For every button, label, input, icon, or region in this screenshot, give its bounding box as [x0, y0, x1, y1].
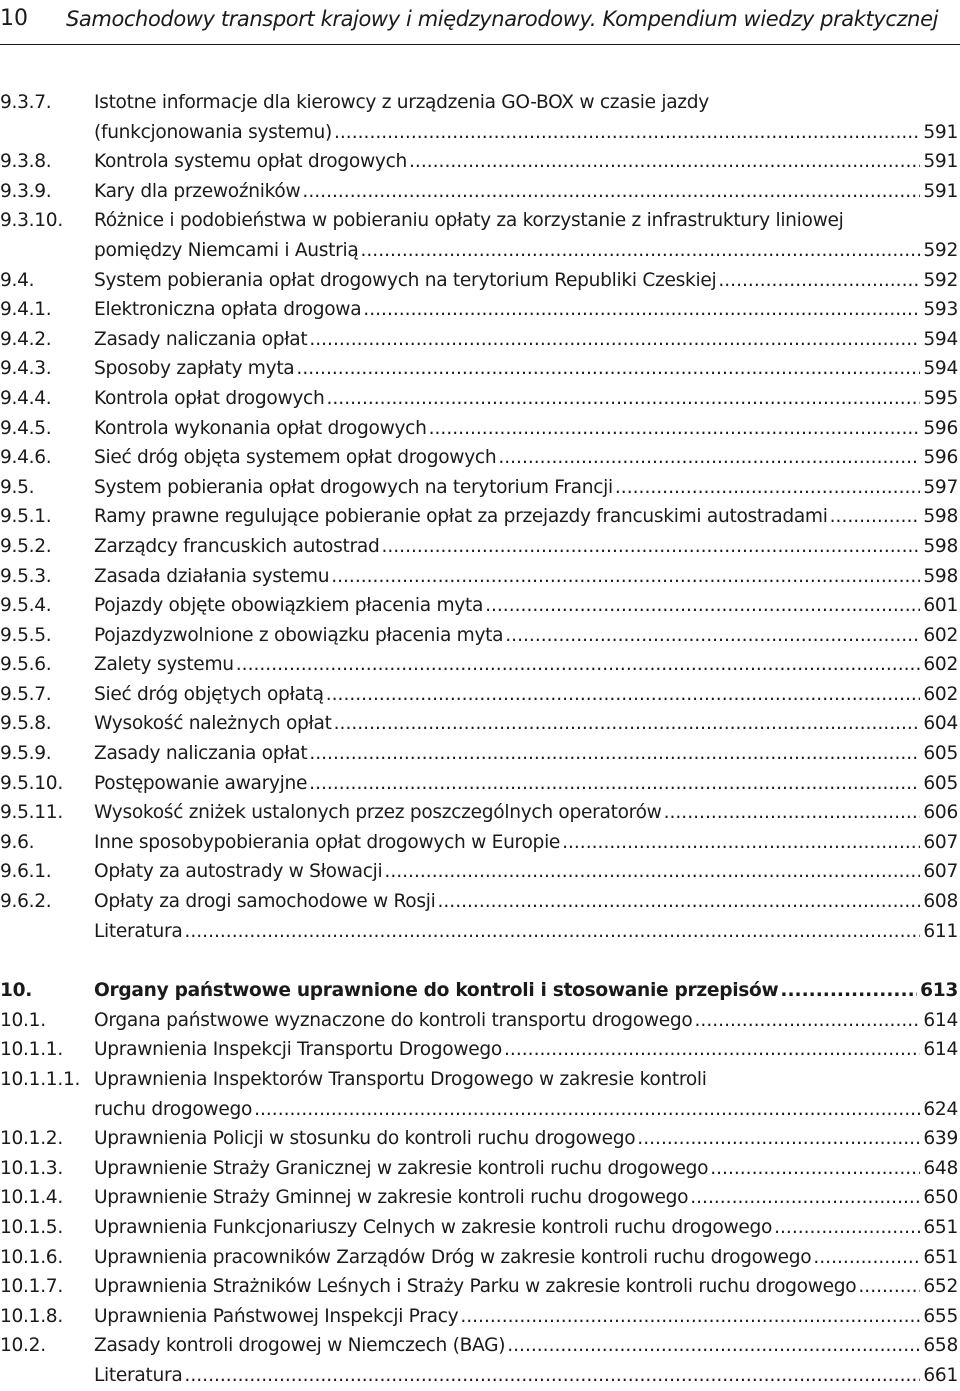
entry-page-number: 594: [923, 358, 958, 380]
entry-number: 9.5.9.: [0, 743, 52, 765]
entry-title: Zasady naliczania opłat: [94, 328, 308, 350]
entry-number: 10.1.1.: [0, 1039, 63, 1061]
entry-title: pomiędzy Niemcami i Austrią: [94, 239, 359, 261]
toc-section-chapter-10: [0, 976, 960, 1390]
entry-title-line: [94, 1095, 960, 1125]
entry-title-line: [94, 591, 960, 621]
entry-body: [94, 1272, 960, 1302]
toc-entry[interactable]: [0, 680, 960, 710]
dot-leader: [505, 621, 920, 651]
entry-body: [94, 1006, 960, 1036]
entry-title: Sieć dróg objęta systemem opłat drogowych: [94, 447, 497, 469]
entry-body: [94, 887, 960, 917]
entry-body: [94, 1331, 960, 1361]
toc-entry[interactable]: [0, 591, 960, 621]
entry-title-line: [94, 1302, 960, 1332]
entry-title-line: [94, 384, 960, 414]
entry-body: [94, 1361, 960, 1391]
entry-title-line: [94, 857, 960, 887]
entry-page-number: 598: [923, 535, 958, 557]
entry-number: 9.4.3.: [0, 358, 52, 380]
entry-page-number: 602: [923, 654, 958, 676]
toc-entry[interactable]: [0, 206, 960, 265]
dot-leader: [718, 266, 920, 296]
entry-title-line: [94, 414, 960, 444]
entry-title-line: [94, 532, 960, 562]
entry-number: 9.5.5.: [0, 624, 52, 646]
entry-title-line: [94, 680, 960, 710]
dot-leader: [690, 1183, 920, 1213]
entry-title: Kary dla przewoźników: [94, 180, 301, 202]
entry-page-number: 639: [923, 1128, 958, 1150]
dot-leader: [695, 1006, 921, 1036]
toc-entry[interactable]: [0, 976, 960, 1006]
toc-entry[interactable]: [0, 1243, 960, 1273]
entry-body: [94, 502, 960, 532]
entry-number: 10.1.1.1.: [0, 1069, 81, 1090]
dot-leader: [507, 1331, 920, 1361]
entry-number: 9.6.1.: [0, 861, 52, 883]
entry-title: Zasady naliczania opłat: [94, 743, 308, 765]
entry-body: [94, 88, 960, 147]
toc-entry[interactable]: [0, 769, 960, 799]
entry-number: 9.4.6.: [0, 447, 52, 469]
dot-leader: [331, 562, 920, 592]
entry-number: 10.1.5.: [0, 1216, 63, 1238]
entry-body: [94, 917, 960, 947]
dot-leader: [326, 680, 921, 710]
toc-entry[interactable]: [0, 325, 960, 355]
toc-entry[interactable]: [0, 177, 960, 207]
entry-title-line: [94, 1124, 960, 1154]
toc-entry[interactable]: [0, 1006, 960, 1036]
entry-title: Uprawnienia pracowników Zarządów Dróg w zakresie kontroli ruchu drogowego: [94, 1246, 812, 1268]
entry-title-line: [94, 621, 960, 651]
entry-page-number: 613: [920, 980, 958, 1002]
entry-body: [94, 1154, 960, 1184]
dot-leader: [360, 236, 920, 266]
entry-page-number: 594: [923, 328, 958, 350]
entry-title-line: [94, 1213, 960, 1243]
entry-body: [94, 769, 960, 799]
dot-leader: [236, 650, 921, 680]
entry-title-line: [94, 1183, 960, 1213]
table-of-contents: [0, 88, 960, 1391]
entry-page-number: 651: [923, 1246, 958, 1268]
entry-page-number: 593: [923, 299, 958, 321]
toc-entry[interactable]: [0, 739, 960, 769]
toc-entry[interactable]: [0, 1154, 960, 1184]
dot-leader: [302, 177, 920, 207]
dot-leader: [309, 739, 920, 769]
entry-page-number: 591: [923, 121, 958, 143]
entry-body: [94, 680, 960, 710]
entry-title: Uprawnienia Strażników Leśnych i Straży Parku w zakresie kontroli ruchu drogowego: [94, 1276, 857, 1298]
entry-page-number: 592: [923, 269, 958, 291]
entry-title: Uprawnienie Straży Granicznej w zakresie kontroli ruchu drogowego: [94, 1157, 709, 1179]
entry-number: 10.2.: [0, 1335, 46, 1357]
entry-body: [94, 857, 960, 887]
entry-title-first-line: Uprawnienia Inspektorów Transportu Drogowego w zakresie kontroli: [94, 1069, 707, 1090]
toc-entry[interactable]: [0, 1272, 960, 1302]
toc-entry[interactable]: [0, 709, 960, 739]
entry-title-line: [94, 562, 960, 592]
toc-entry[interactable]: [0, 1124, 960, 1154]
dot-leader: [813, 1243, 920, 1273]
entry-number: 9.3.8.: [0, 151, 52, 173]
entry-title-line: [94, 354, 960, 384]
entry-page-number: 624: [923, 1098, 958, 1120]
entry-title-first-line: Istotne informacje dla kierowcy z urządzenia GO-BOX w czasie jazdy: [94, 92, 709, 113]
entry-title: Zasady kontroli drogowej w Niemczech (BAG): [94, 1335, 506, 1357]
entry-page-number: 591: [923, 151, 958, 173]
dot-leader: [309, 769, 920, 799]
entry-body: [94, 266, 960, 296]
entry-title: Zalety systemu: [94, 654, 234, 676]
entry-body: [94, 1035, 960, 1065]
dot-leader: [309, 325, 920, 355]
toc-entry[interactable]: [0, 88, 960, 147]
entry-title: Uprawnienia Funkcjonariuszy Celnych w zakresie kontroli ruchu drogowego: [94, 1216, 773, 1238]
dot-leader: [363, 295, 920, 325]
entry-number: 10.1.3.: [0, 1157, 63, 1179]
entry-title: Postępowanie awaryjne: [94, 772, 308, 794]
dot-leader: [254, 1095, 920, 1125]
toc-entry[interactable]: [0, 414, 960, 444]
toc-entry[interactable]: [0, 1361, 960, 1391]
entry-title: Zarządcy francuskich autostrad: [94, 535, 380, 557]
entry-title: Kontrola systemu opłat drogowych: [94, 151, 407, 173]
entry-page-number: 658: [923, 1335, 958, 1357]
entry-body: [94, 1065, 960, 1124]
entry-title-line: [94, 443, 960, 473]
entry-title-first-line: Różnice i podobieństwa w pobieraniu opłaty za korzystanie z infrastruktury liniowej: [94, 210, 844, 232]
toc-entry[interactable]: [0, 443, 960, 473]
entry-page-number: 648: [923, 1157, 958, 1179]
entry-number: 9.4.2.: [0, 328, 52, 350]
entry-body: [94, 443, 960, 473]
toc-entry[interactable]: [0, 473, 960, 503]
dot-leader: [830, 502, 921, 532]
entry-page-number: 655: [923, 1305, 958, 1327]
entry-title: Wysokość należnych opłat: [94, 713, 332, 735]
entry-page-number: 604: [923, 713, 958, 735]
entry-number: 10.1.: [0, 1009, 46, 1031]
entry-title: Uprawnienia Państwowej Inspekcji Pracy: [94, 1305, 459, 1327]
entry-number: 9.3.10.: [0, 210, 63, 232]
dot-leader: [562, 828, 920, 858]
entry-title: Opłaty za autostrady w Słowacji: [94, 861, 383, 883]
entry-page-number: 601: [923, 595, 958, 617]
dot-leader: [710, 1154, 920, 1184]
entry-body: [94, 473, 960, 503]
dot-leader: [664, 798, 921, 828]
entry-number: 9.4.1.: [0, 299, 52, 321]
entry-number: 9.5.10.: [0, 772, 63, 794]
entry-title: Zasada działania systemu: [94, 565, 330, 587]
entry-page-number: 651: [923, 1216, 958, 1238]
entry-title-line: [94, 325, 960, 355]
entry-title-line: [94, 1331, 960, 1361]
toc-entry[interactable]: [0, 1065, 960, 1124]
entry-body: [94, 976, 960, 1006]
entry-title: Literatura: [94, 920, 183, 942]
dot-leader: [384, 857, 920, 887]
entry-title: Uprawnienie Straży Gminnej w zakresie kontroli ruchu drogowego: [94, 1187, 689, 1209]
entry-title: Sieć dróg objętych opłatą: [94, 683, 324, 705]
dot-leader: [858, 1272, 920, 1302]
entry-title: Literatura: [94, 1364, 183, 1386]
entry-body: [94, 206, 960, 265]
entry-title: System pobierania opłat drogowych na terytorium Republiki Czeskiej: [94, 269, 717, 291]
entry-title-line: [94, 976, 960, 1006]
entry-number: 9.5.3.: [0, 565, 52, 587]
entry-title-line: [94, 118, 960, 148]
toc-entry[interactable]: [0, 828, 960, 858]
entry-title: Uprawnienia Policji w stosunku do kontroli ruchu drogowego: [94, 1128, 636, 1150]
entry-page-number: 614: [923, 1009, 958, 1031]
entry-body: [94, 1183, 960, 1213]
entry-title-line: [94, 1272, 960, 1302]
entry-title-line: [94, 266, 960, 296]
page-number: 10: [0, 6, 28, 31]
toc-entry[interactable]: [0, 621, 960, 651]
entry-title-line: [94, 887, 960, 917]
entry-page-number: 591: [923, 180, 958, 202]
entry-title: Pojazdyzwolnione z obowiązku płacenia myta: [94, 624, 504, 646]
toc-entry[interactable]: [0, 917, 960, 947]
entry-body: [94, 562, 960, 592]
entry-number: 9.3.7.: [0, 92, 52, 113]
entry-number: 9.4.: [0, 269, 35, 291]
entry-body: [94, 147, 960, 177]
entry-number: 10.1.6.: [0, 1246, 63, 1268]
entry-body: [94, 325, 960, 355]
entry-title-line: [94, 502, 960, 532]
entry-body: [94, 591, 960, 621]
entry-title-line: [94, 917, 960, 947]
entry-title-line: [94, 147, 960, 177]
entry-page-number: 611: [923, 920, 958, 942]
entry-title: System pobierania opłat drogowych na terytorium Francji: [94, 476, 613, 498]
entry-body: [94, 798, 960, 828]
entry-title: Uprawnienia Inspekcji Transportu Drogowego: [94, 1039, 503, 1061]
dot-leader: [498, 443, 920, 473]
toc-entry[interactable]: [0, 887, 960, 917]
toc-entry[interactable]: [0, 1302, 960, 1332]
toc-entry[interactable]: [0, 1035, 960, 1065]
toc-entry[interactable]: [0, 354, 960, 384]
toc-entry[interactable]: [0, 266, 960, 296]
entry-title-line: [94, 769, 960, 799]
entry-page-number: 607: [923, 831, 958, 853]
entry-number: 10.1.4.: [0, 1187, 63, 1209]
entry-page-number: 595: [923, 387, 958, 409]
entry-body: [94, 1302, 960, 1332]
toc-entry[interactable]: [0, 562, 960, 592]
dot-leader: [184, 1361, 920, 1391]
dot-leader: [334, 118, 920, 148]
entry-title: Organy państwowe uprawnione do kontroli i stosowanie przepisów: [94, 980, 779, 1002]
toc-entry[interactable]: [0, 798, 960, 828]
dot-leader: [615, 473, 921, 503]
running-header: [0, 0, 960, 45]
entry-body: [94, 1213, 960, 1243]
entry-title-line: [94, 177, 960, 207]
toc-entry[interactable]: [0, 384, 960, 414]
entry-number: 9.5.8.: [0, 713, 52, 735]
entry-page-number: 596: [923, 417, 958, 439]
running-title: Samochodowy transport krajowy i międzynarodowy. Kompendium wiedzy praktycznej: [66, 7, 939, 31]
entry-number: 9.5.7.: [0, 683, 52, 705]
dot-leader: [504, 1035, 920, 1065]
toc-entry[interactable]: [0, 1213, 960, 1243]
entry-page-number: 592: [923, 239, 958, 261]
toc-entry[interactable]: [0, 502, 960, 532]
dot-leader: [409, 147, 920, 177]
entry-title: Inne sposobypobierania opłat drogowych w Europie: [94, 831, 561, 853]
entry-body: [94, 354, 960, 384]
dot-leader: [637, 1124, 920, 1154]
entry-body: [94, 532, 960, 562]
entry-body: [94, 621, 960, 651]
entry-title-line: [94, 236, 960, 266]
dot-leader: [381, 532, 920, 562]
entry-number: 10.1.2.: [0, 1128, 63, 1150]
toc-entry[interactable]: [0, 857, 960, 887]
entry-title-line: [94, 1243, 960, 1273]
entry-page-number: 598: [923, 506, 958, 528]
entry-number: 9.3.9.: [0, 180, 52, 202]
entry-number: 9.6.2.: [0, 891, 52, 913]
dot-leader: [334, 709, 921, 739]
dot-leader: [774, 1213, 920, 1243]
entry-page-number: 598: [923, 565, 958, 587]
entry-body: [94, 295, 960, 325]
toc-entry[interactable]: [0, 295, 960, 325]
entry-title: Wysokość zniżek ustalonych przez poszczególnych operatorów: [94, 802, 662, 824]
entry-page-number: 602: [923, 624, 958, 646]
toc-section-chapter-9: [0, 88, 960, 946]
toc-entry[interactable]: [0, 1331, 960, 1361]
entry-title: Pojazdy objęte obowiązkiem płacenia myta: [94, 595, 484, 617]
entry-page-number: 608: [923, 891, 958, 913]
entry-number: 10.: [0, 980, 33, 1002]
entry-number: 9.5.11.: [0, 802, 63, 824]
entry-number: 9.4.5.: [0, 417, 52, 439]
entry-page-number: 597: [923, 476, 958, 498]
dot-leader: [460, 1302, 920, 1332]
entry-title-line: [94, 1006, 960, 1036]
dot-leader: [429, 414, 921, 444]
entry-title: Kontrola wykonania opłat drogowych: [94, 417, 427, 439]
dot-leader: [184, 917, 920, 947]
entry-page-number: 596: [923, 447, 958, 469]
entry-title: Organa państwowe wyznaczone do kontroli transportu drogowego: [94, 1009, 693, 1031]
entry-body: [94, 828, 960, 858]
entry-number: 9.5.: [0, 476, 35, 498]
toc-entry[interactable]: [0, 650, 960, 680]
entry-title-line: [94, 709, 960, 739]
entry-body: [94, 177, 960, 207]
entry-number: 9.5.2.: [0, 535, 52, 557]
entry-title: Opłaty za drogi samochodowe w Rosji: [94, 891, 436, 913]
entry-page-number: 605: [923, 772, 958, 794]
dot-leader: [326, 384, 920, 414]
entry-page-number: 606: [923, 802, 958, 824]
entry-body: [94, 739, 960, 769]
entry-title: ruchu drogowego: [94, 1098, 253, 1120]
dot-leader: [437, 887, 920, 917]
entry-number: 9.5.1.: [0, 506, 52, 528]
entry-body: [94, 384, 960, 414]
entry-number: 9.5.4.: [0, 595, 52, 617]
toc-entry[interactable]: [0, 147, 960, 177]
section-gap: [0, 946, 960, 976]
entry-number: 9.5.6.: [0, 654, 52, 676]
dot-leader: [485, 591, 920, 621]
entry-body: [94, 1243, 960, 1273]
entry-page-number: 602: [923, 683, 958, 705]
entry-page-number: 661: [923, 1364, 958, 1386]
entry-title-line: [94, 1154, 960, 1184]
dot-leader: [296, 354, 920, 384]
toc-entry[interactable]: [0, 1183, 960, 1213]
toc-entry[interactable]: [0, 532, 960, 562]
entry-title: Sposoby zapłaty myta: [94, 358, 295, 380]
entry-title: (funkcjonowania systemu): [94, 121, 332, 143]
entry-page-number: 605: [923, 743, 958, 765]
entry-title-line: [94, 828, 960, 858]
entry-title: Ramy prawne regulujące pobieranie opłat za przejazdy francuskimi autostradami: [94, 506, 828, 528]
entry-page-number: 650: [923, 1187, 958, 1209]
entry-title-line: [94, 295, 960, 325]
entry-number: 9.4.4.: [0, 387, 52, 409]
entry-title-line: [94, 473, 960, 503]
entry-title: Elektroniczna opłata drogowa: [94, 299, 362, 321]
entry-body: [94, 414, 960, 444]
entry-title-line: [94, 1035, 960, 1065]
entry-title-line: [94, 650, 960, 680]
entry-title-line: [94, 1361, 960, 1391]
dot-leader: [780, 976, 917, 1006]
entry-body: [94, 709, 960, 739]
entry-title: Kontrola opłat drogowych: [94, 387, 325, 409]
entry-page-number: 607: [923, 861, 958, 883]
entry-number: 10.1.7.: [0, 1276, 63, 1298]
entry-body: [94, 1124, 960, 1154]
entry-title-line: [94, 798, 960, 828]
entry-page-number: 652: [923, 1276, 958, 1298]
entry-page-number: 614: [923, 1039, 958, 1061]
entry-body: [94, 650, 960, 680]
entry-title-line: [94, 739, 960, 769]
entry-number: 9.6.: [0, 831, 35, 853]
entry-number: 10.1.8.: [0, 1305, 63, 1327]
